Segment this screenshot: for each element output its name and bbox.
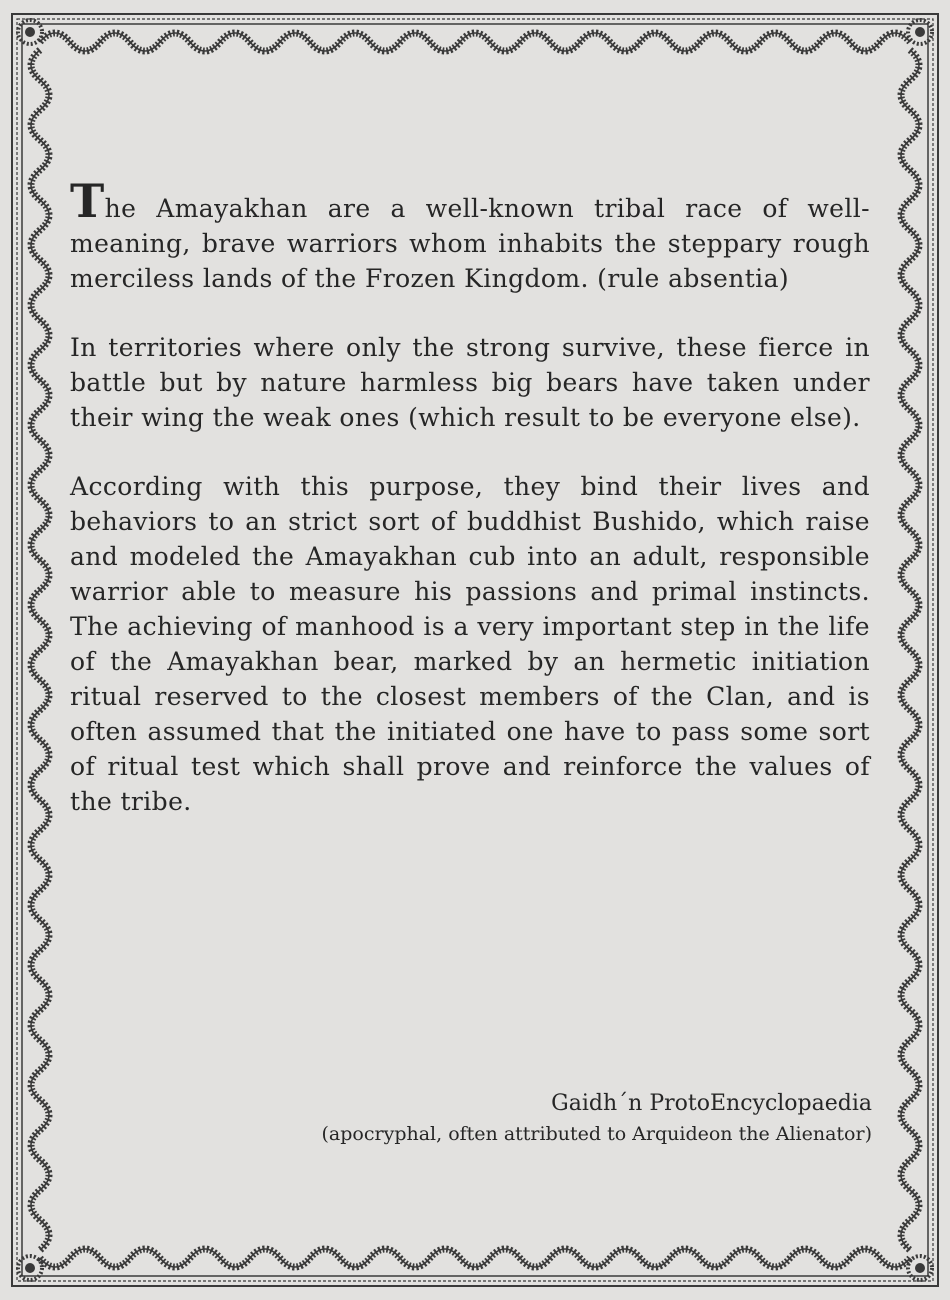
attribution-note: (apocryphal, often attributed to Arquideon the Alienator) bbox=[321, 1123, 872, 1145]
attribution-source: Gaidh´n ProtoEncyclopaedia bbox=[551, 1091, 872, 1116]
border-vine-bottom bbox=[40, 1249, 910, 1267]
drop-cap: T bbox=[70, 174, 105, 228]
paragraph-bushido: According with this purpose, they bind their lives and behaviors to an strict sort of buddhist Bushido, which raise and modeled the Amayakhan cub into an adult, responsible warrior able to measure his passions and primal instincts. The achieving of manhood is a very important step in the life of the Amayakhan bear, marked by an hermetic initiation ritual reserved to the closest members of the Clan, and is often assumed that the initiated one have to pass some sort of ritual test which shall prove and reinforce the values of the tribe. bbox=[70, 472, 870, 816]
body-text bbox=[70, 174, 870, 853]
border-vine-top bbox=[40, 33, 910, 51]
attribution bbox=[322, 1088, 872, 1148]
paragraph-intro bbox=[70, 174, 870, 296]
paragraph-intro-text: he Amayakhan are a well-known tribal race of well-meaning, brave warriors whom inhabits the steppary rough merciless lands of the Frozen Kingdom. (rule absentia) bbox=[70, 194, 870, 293]
paragraph-territories: In territories where only the strong survive, these fierce in battle but by nature harmless big bears have taken under their wing the weak ones (which result to be everyone else). bbox=[70, 333, 870, 432]
